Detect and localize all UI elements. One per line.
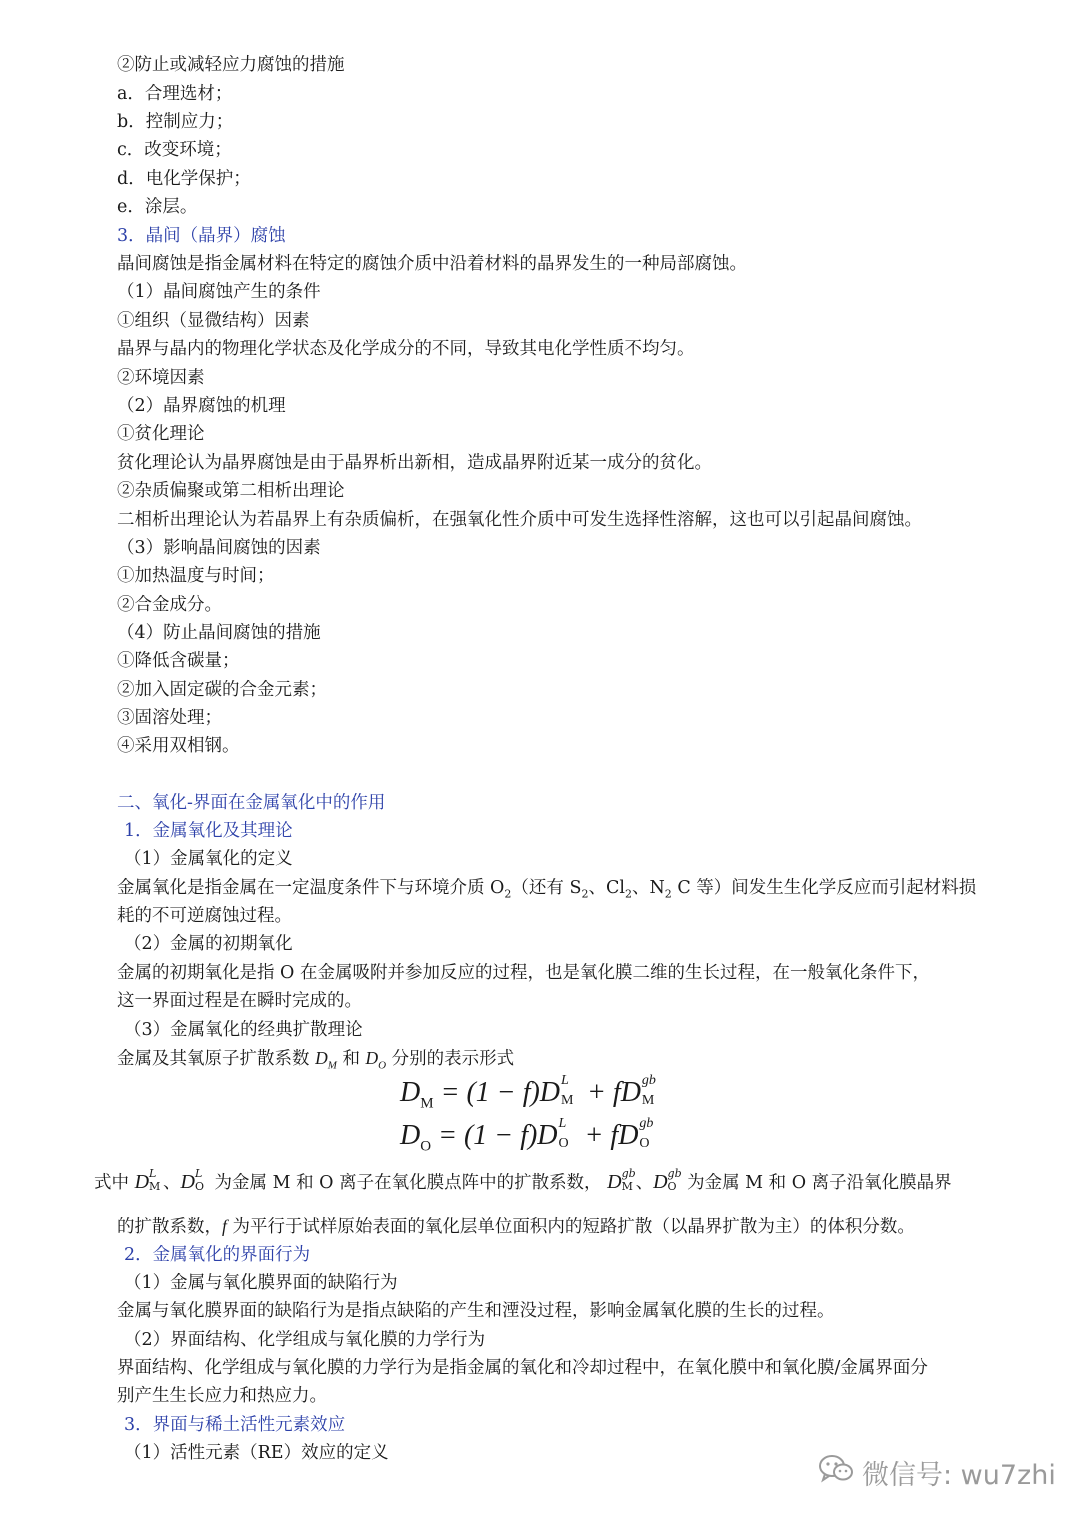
- eq-lhs: D: [400, 1120, 421, 1151]
- paragraph: 晶界与晶内的物理化学状态及化学成分的不同，导致其电化学性质不均匀。: [117, 339, 695, 359]
- text-line: ②环境因素: [117, 368, 205, 388]
- eq-supsub: [558, 1116, 578, 1151]
- section-heading: 1．金属氧化及其理论: [124, 821, 293, 841]
- symbol: D: [365, 1048, 379, 1068]
- supsub: [194, 1167, 209, 1193]
- eq-supsub: [560, 1073, 580, 1108]
- list-item: ③固溶处理；: [117, 708, 222, 728]
- text-run: 、N: [631, 878, 665, 898]
- text-run: 的扩散系数，: [117, 1217, 222, 1237]
- symbol: D: [607, 1171, 622, 1193]
- paragraph: 晶间腐蚀是指金属材料在特定的腐蚀介质中沿着材料的晶界发生的一种局部腐蚀。: [117, 254, 747, 274]
- text-line: ①组织（显微结构）因素: [117, 311, 310, 331]
- paragraph: 金属的初期氧化是指 O 在金属吸附并参加反应的过程，也是氧化膜二维的生长过程，在一般氧化条件下，: [117, 963, 930, 983]
- sup: L: [149, 1167, 157, 1180]
- subheading: （3）金属氧化的经典扩散理论: [124, 1020, 363, 1040]
- text-line: ②防止或减轻应力腐蚀的措施: [117, 55, 345, 75]
- subscript: 2: [664, 887, 672, 901]
- list-item: a．合理选材；: [117, 84, 233, 104]
- paragraph: 这一界面过程是在瞬时完成的。: [117, 991, 362, 1011]
- paragraph: [117, 1214, 915, 1239]
- sup: gb: [667, 1167, 682, 1180]
- section-heading: 3．晶间（晶界）腐蚀: [117, 226, 286, 246]
- eq-plus: + fD: [577, 1120, 639, 1151]
- subscript: 2: [581, 887, 589, 901]
- list-item: ①加热温度与时间；: [117, 566, 275, 586]
- list-item: ①降低含碳量；: [117, 651, 240, 671]
- eq-lhs-sub: M: [420, 1095, 434, 1112]
- subheading: （1）金属与氧化膜界面的缺陷行为: [124, 1273, 398, 1293]
- sub: O: [194, 1180, 205, 1193]
- equation-dm: [400, 1073, 665, 1121]
- sub: M: [149, 1180, 161, 1193]
- chapter-heading: 二、氧化-界面在金属氧化中的作用: [117, 793, 386, 813]
- text-line: ②杂质偏聚或第二相析出理论: [117, 481, 345, 501]
- sub: O: [667, 1180, 677, 1193]
- equation-do: [400, 1116, 662, 1164]
- supsub: [149, 1167, 163, 1193]
- subheading: （2）金属的初期氧化: [124, 934, 293, 954]
- text-run: 为金属 M 和 O 离子沿氧化膜晶界: [681, 1173, 952, 1193]
- eq-middle: = (1 − f)D: [431, 1120, 558, 1151]
- symbol: D: [653, 1171, 668, 1193]
- text-run: 分别的表示形式: [386, 1049, 515, 1069]
- wechat-icon: [818, 1453, 862, 1492]
- eq-supsub: [641, 1073, 665, 1108]
- symbol: D: [315, 1048, 328, 1068]
- sup: gb: [621, 1167, 636, 1180]
- symbol: D: [134, 1171, 150, 1193]
- paragraph: 别产生生长应力和热应力。: [117, 1386, 327, 1406]
- list-item: d．电化学保护；: [117, 169, 251, 189]
- text-run: 、: [163, 1173, 181, 1193]
- text-run: （还有 S: [511, 878, 582, 898]
- eq-sub: O: [639, 1136, 650, 1151]
- subheading: （2）界面结构、化学组成与氧化膜的力学行为: [124, 1330, 486, 1350]
- list-item: ②合金成分。: [117, 595, 222, 615]
- list-item: e．涂层。: [117, 197, 198, 217]
- subheading: （1）金属氧化的定义: [124, 849, 293, 869]
- eq-sub: M: [641, 1093, 655, 1108]
- text-run: 为金属 M 和 O 离子在氧化膜点阵中的扩散系数，: [208, 1173, 608, 1193]
- sub: M: [621, 1180, 633, 1193]
- paragraph: [117, 876, 976, 907]
- subscript: M: [327, 1059, 337, 1072]
- supsub: [621, 1167, 636, 1193]
- paragraph: 贫化理论认为晶界腐蚀是由于晶界析出新相，造成晶界附近某一成分的贫化。: [117, 453, 712, 473]
- text-run: 、Cl: [588, 878, 625, 898]
- watermark: [818, 1450, 1058, 1494]
- subheading: （3）影响晶间腐蚀的因素: [117, 538, 321, 558]
- watermark-text: 微信号: wu7zhi: [862, 1459, 1056, 1491]
- eq-sup: gb: [639, 1116, 654, 1131]
- eq-lhs: D: [400, 1077, 421, 1108]
- text-run: C 等）间发生生化学反应而引起材料损: [671, 878, 977, 898]
- eq-plus: + fD: [580, 1077, 641, 1108]
- text-run: 金属及其氧原子扩散系数: [117, 1049, 316, 1069]
- list-item: ②加入固定碳的合金元素；: [117, 680, 327, 700]
- symbol: f: [222, 1216, 227, 1236]
- section-heading: 3．界面与稀土活性元素效应: [124, 1415, 346, 1435]
- subheading: （4）防止晶间腐蚀的措施: [117, 623, 321, 643]
- text-run: 金属氧化是指金属在一定温度条件下与环境介质 O: [117, 878, 505, 898]
- text-run: 、: [635, 1173, 654, 1193]
- eq-lhs-sub: O: [420, 1138, 432, 1155]
- list-item: ④采用双相钢。: [117, 736, 240, 756]
- paragraph: 耗的不可逆腐蚀过程。: [117, 906, 292, 926]
- eq-sup: L: [558, 1116, 567, 1131]
- eq-sub: M: [561, 1093, 574, 1108]
- paragraph: 界面结构、化学组成与氧化膜的力学行为是指金属的氧化和冷却过程中，在氧化膜中和氧化膜/金属界面分: [117, 1358, 928, 1378]
- sup: L: [194, 1167, 203, 1180]
- text-run: 和: [336, 1049, 366, 1069]
- list-item: c．改变环境；: [117, 140, 232, 160]
- supsub: [667, 1167, 682, 1193]
- subscript: 2: [504, 887, 512, 901]
- subheading: （2）晶界腐蚀的机理: [117, 396, 286, 416]
- eq-sub: O: [558, 1136, 569, 1151]
- symbol: D: [180, 1171, 195, 1193]
- paragraph: [94, 1167, 952, 1195]
- eq-sup: L: [561, 1073, 569, 1088]
- subscript: 2: [624, 887, 632, 901]
- subscript: O: [378, 1059, 387, 1072]
- text-run: 式中: [94, 1173, 135, 1193]
- paragraph: 金属与氧化膜界面的缺陷行为是指点缺陷的产生和湮没过程，影响金属氧化膜的生长的过程。: [117, 1301, 835, 1321]
- subheading: （1）晶间腐蚀产生的条件: [117, 282, 321, 302]
- section-heading: 2．金属氧化的界面行为: [124, 1245, 311, 1265]
- subheading: （1）活性元素（RE）效应的定义: [124, 1443, 389, 1463]
- text-line: ①贫化理论: [117, 424, 205, 444]
- eq-sup: gb: [641, 1073, 656, 1088]
- paragraph: 二相析出理论认为若晶界上有杂质偏析，在强氧化性介质中可发生选择性溶解，这也可以引起晶间腐蚀。: [117, 510, 922, 530]
- text-run: 为平行于试样原始表面的氧化层单位面积内的短路扩散（以晶界扩散为主）的体积分数。: [226, 1217, 915, 1237]
- paragraph: [117, 1046, 514, 1078]
- list-item: b．控制应力；: [117, 112, 234, 132]
- eq-middle: = (1 − f)D: [433, 1077, 561, 1108]
- eq-supsub: [638, 1116, 662, 1151]
